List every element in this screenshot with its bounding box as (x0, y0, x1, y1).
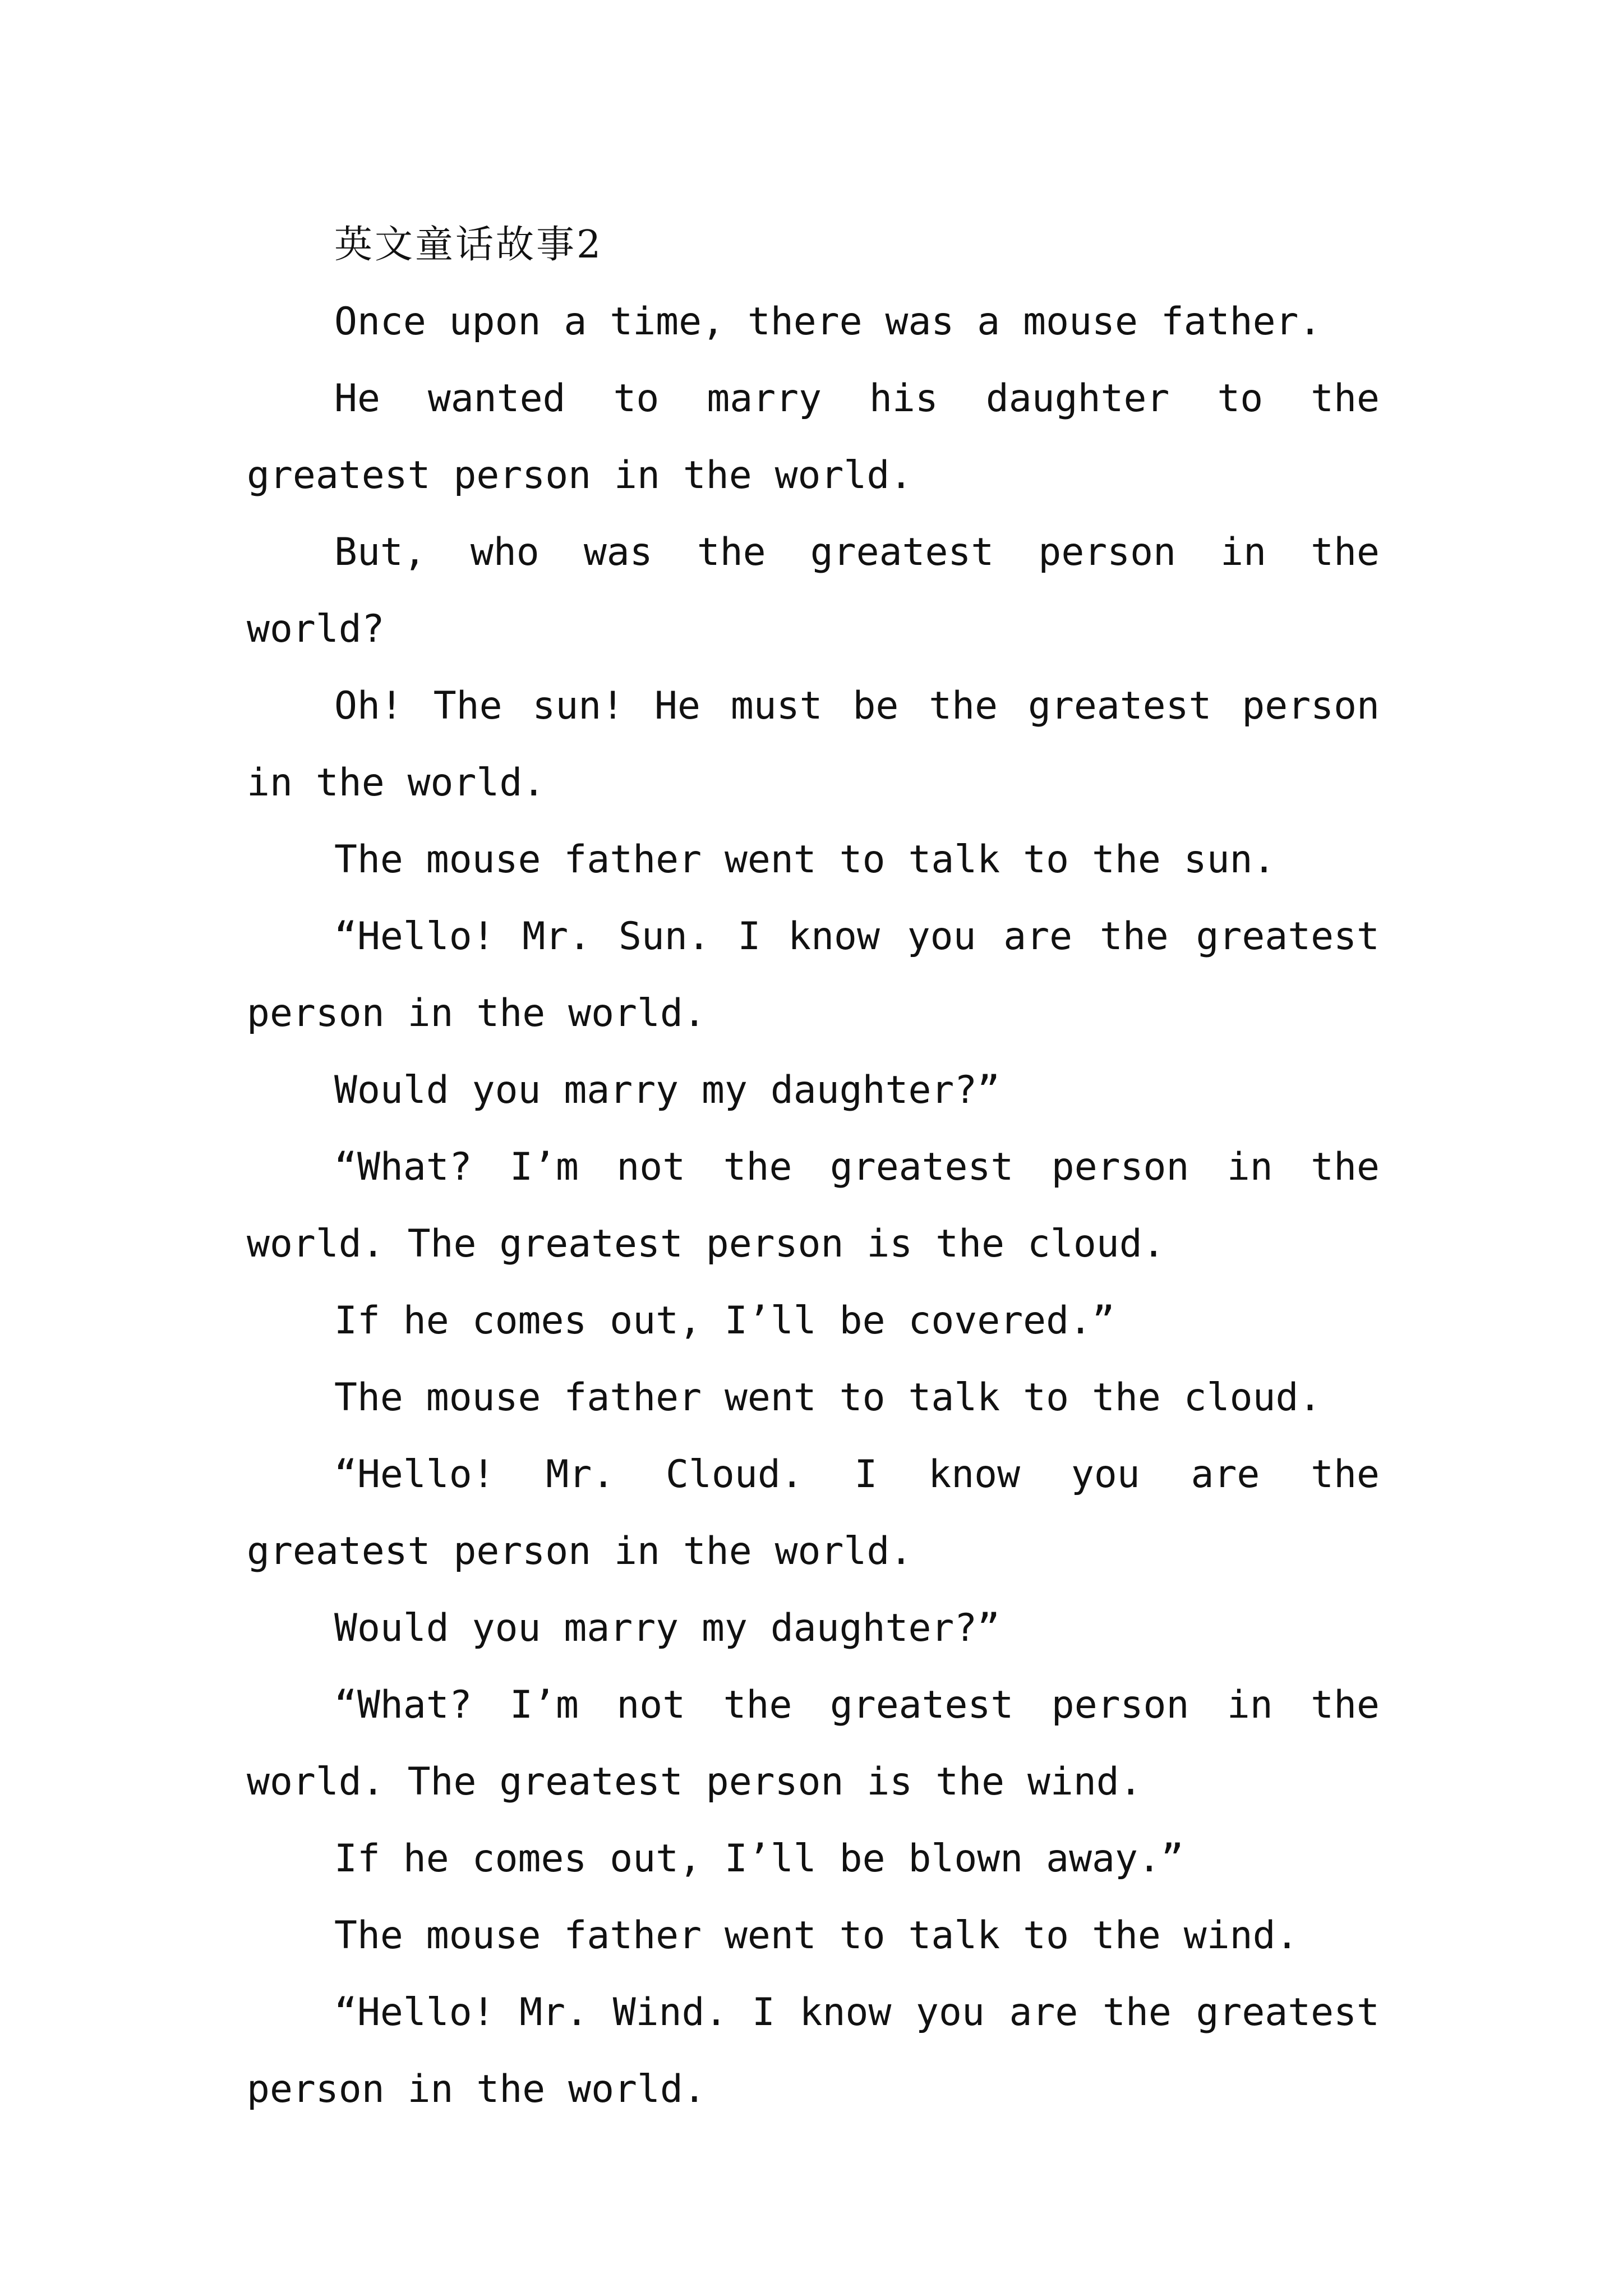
paragraph: The mouse father went to talk to the wind. (334, 1913, 1299, 1958)
paragraph: Would you marry my daughter?” (334, 1606, 1000, 1650)
paragraph: “What? I’m not the greatest person in the world. The greatest person is the cloud. (247, 1145, 1380, 1266)
paragraph: But, who was the greatest person in the world? (247, 530, 1380, 651)
paragraph: Once upon a time, there was a mouse father. (334, 300, 1322, 344)
paragraph: He wanted to marry his daughter to the greatest person in the world. (247, 376, 1380, 498)
paragraph: Would you marry my daughter?” (334, 1068, 1000, 1112)
document-title: 英文童话故事2 (334, 223, 603, 267)
paragraph: The mouse father went to talk to the sun. (334, 838, 1276, 882)
paragraph: If he comes out, I’ll be blown away.” (334, 1837, 1184, 1881)
paragraph: The mouse father went to talk to the cloud. (334, 1375, 1322, 1420)
paragraph: “Hello! Mr. Wind. I know you are the greatest person in the world. (247, 1990, 1380, 2111)
paragraph: “What? I’m not the greatest person in the world. The greatest person is the wind. (247, 1683, 1380, 1804)
paragraph: “Hello! Mr. Cloud. I know you are the greatest person in the world. (247, 1452, 1380, 1573)
paragraph: “Hello! Mr. Sun. I know you are the greatest person in the world. (247, 914, 1380, 1036)
paragraph: Oh! The sun! He must be the greatest person in the world. (247, 684, 1380, 805)
document-body (247, 206, 1380, 2128)
paragraph: If he comes out, I’ll be covered.” (334, 1299, 1115, 1343)
